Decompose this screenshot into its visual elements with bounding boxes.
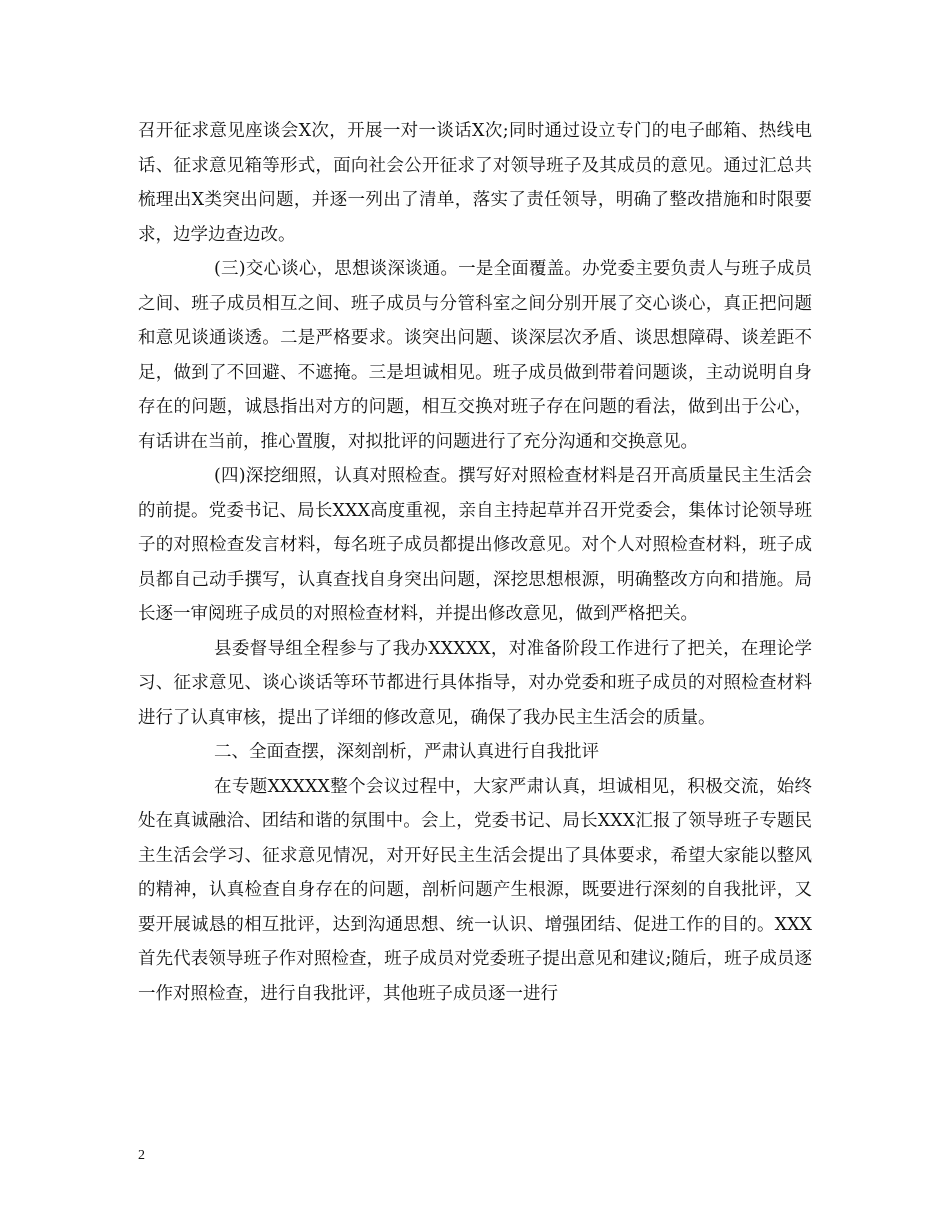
paragraph-5: 在专题XXXXX整个会议过程中，大家严肃认真，坦诚相见，积极交流，始终处在真诚融洽、团结和谐的氛围中。会上，党委书记、局长XXX汇报了领导班子专题民主生活会学习、征求意见情况，对开好民主生活会提出了具体要求，希望大家能以整风的精神，认真检查自身存在的问题，剖析问题产生根源，既要进行深刻的自我批评，又要开展诚恳的相互批评，达到沟通思想、统一认识、增强团结、促进工作的目的。XXX首先代表领导班子作对照检查，班子成员对党委班子提出意见和建议;随后，班子成员逐一作对照检查，进行自我批评，其他班子成员逐一进行: [138, 776, 812, 1004]
paragraph-4: 县委督导组全程参与了我办XXXXX，对准备阶段工作进行了把关，在理论学习、征求意见、谈心谈话等环节都进行具体指导，对办党委和班子成员的对照检查材料进行了认真审核，提出了详细的修改意见，确保了我办民主生活会的质量。: [138, 638, 812, 728]
paragraph-1: 召开征求意见座谈会X次，开展一对一谈话X次;同时通过设立专门的电子邮箱、热线电话、征求意见箱等形式，面向社会公开征求了对领导班子及其成员的意见。通过汇总共梳理出X类突出问题，并逐一列出了清单，落实了责任领导，明确了整改措施和时限要求，边学边查边改。: [138, 121, 812, 245]
document-body: [138, 114, 812, 1011]
paragraph-3: (四)深挖细照，认真对照检查。撰写好对照检查材料是召开高质量民主生活会的前提。党委书记、局长XXX高度重视，亲自主持起草并召开党委会，集体讨论领导班子的对照检查发言材料，每名班子成员都提出修改意见。对个人对照检查材料，班子成员都自己动手撰写，认真查找自身突出问题，深挖思想根源，明确整改方向和措施。局长逐一审阅班子成员的对照检查材料，并提出修改意见，做到严格把关。: [138, 466, 812, 624]
paragraph-2: (三)交心谈心，思想谈深谈通。一是全面覆盖。办党委主要负责人与班子成员之间、班子成员相互之间、班子成员与分管科室之间分别开展了交心谈心，真正把问题和意见谈通谈透。二是严格要求。谈突出问题、谈深层次矛盾、谈思想障碍、谈差距不足，做到了不回避、不遮掩。三是坦诚相见。班子成员做到带着问题谈，主动说明自身存在的问题，诚恳指出对方的问题，相互交换对班子存在问题的看法，做到出于公心，有话讲在当前，推心置腹，对拟批评的问题进行了充分沟通和交换意见。: [138, 259, 812, 452]
page-number: 2: [138, 1148, 145, 1163]
section-heading: 二、全面查摆，深刻剖析，严肃认真进行自我批评: [214, 742, 599, 762]
